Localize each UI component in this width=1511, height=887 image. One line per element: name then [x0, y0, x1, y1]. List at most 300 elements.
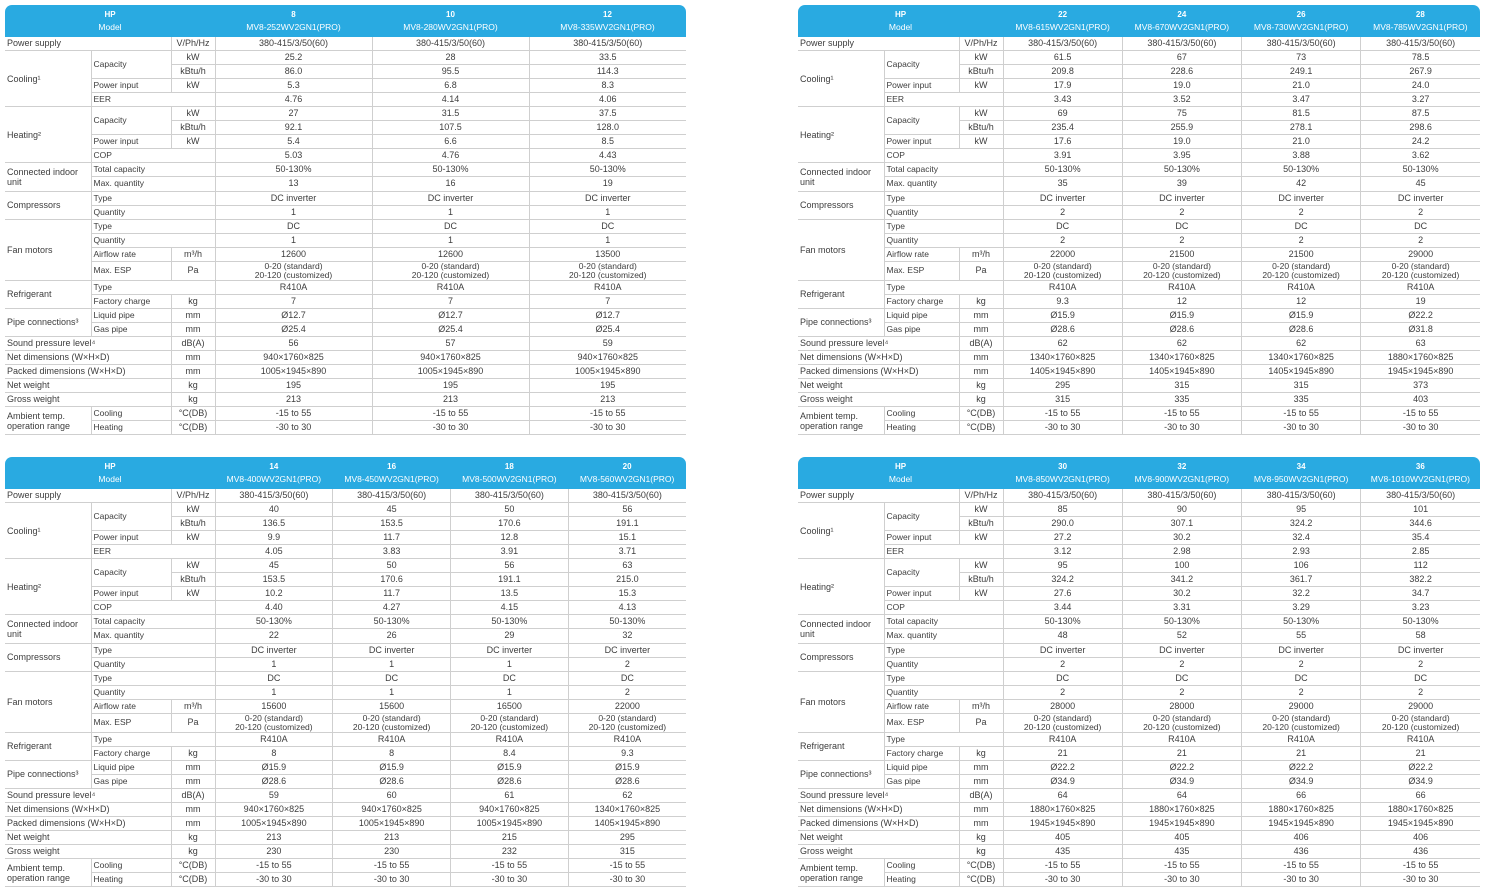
- model-column-header: [451, 457, 569, 489]
- spec-value: 380-415/3/50(60): [333, 489, 451, 503]
- spec-row: [798, 365, 1480, 379]
- row-sub-label: Total capacity: [884, 615, 1003, 629]
- spec-value: [568, 713, 686, 732]
- row-group-label: Gross weight: [5, 845, 171, 859]
- esp-standard: 0-20 (standard): [1152, 261, 1211, 271]
- esp-customized: 20-120 (customized): [1381, 269, 1460, 280]
- spec-value: Ø15.9: [568, 760, 686, 774]
- spec-row: [798, 37, 1480, 51]
- spec-row: [5, 163, 686, 177]
- spec-table-30-36hp: [798, 457, 1480, 887]
- spec-row: [798, 629, 1480, 643]
- unit-label: m³/h: [171, 247, 215, 261]
- spec-value: 50-130%: [568, 615, 686, 629]
- row-group-label: Net weight: [798, 379, 959, 393]
- spec-row: [798, 489, 1480, 503]
- spec-value: [1003, 713, 1122, 732]
- unit-label: mm: [959, 322, 1003, 336]
- spec-value: 59: [529, 336, 686, 350]
- spec-value: 21: [1242, 746, 1361, 760]
- unit-label: kW: [171, 531, 215, 545]
- spec-value: 3.27: [1361, 93, 1480, 107]
- spec-value: DC inverter: [1361, 643, 1480, 657]
- row-group-label: Pipe connections³: [5, 308, 91, 336]
- spec-row: [798, 671, 1480, 685]
- spec-value: 2: [568, 685, 686, 699]
- spec-row: [798, 135, 1480, 149]
- row-group-label: Connected indoor unit: [5, 615, 91, 643]
- spec-value: 50-130%: [451, 615, 569, 629]
- esp-standard: 0-20 (standard): [244, 713, 303, 723]
- spec-value: 307.1: [1122, 517, 1241, 531]
- spec-value: DC: [215, 671, 333, 685]
- spec-value: 3.62: [1361, 149, 1480, 163]
- spec-value: 50-130%: [1122, 163, 1241, 177]
- row-group-label: Refrigerant: [798, 732, 884, 760]
- unit-label: dB(A): [959, 788, 1003, 802]
- spec-row: [5, 699, 686, 713]
- spec-value: 75: [1122, 107, 1241, 121]
- spec-value: 213: [215, 831, 333, 845]
- spec-value: 1: [333, 657, 451, 671]
- spec-value: 2: [1242, 657, 1361, 671]
- row-group-label: Pipe connections³: [798, 308, 884, 336]
- unit-label: kW: [959, 503, 1003, 517]
- spec-value: 324.2: [1003, 573, 1122, 587]
- spec-row: [798, 379, 1480, 393]
- spec-value: Ø15.9: [333, 760, 451, 774]
- spec-value: 3.43: [1003, 93, 1122, 107]
- spec-value: Ø31.8: [1361, 322, 1480, 336]
- spec-value: 22: [215, 629, 333, 643]
- row-group-label: Power supply: [798, 489, 959, 503]
- spec-value: -30 to 30: [333, 873, 451, 887]
- spec-value: 4.05: [215, 545, 333, 559]
- model-name: MV8-560WV2GN1(PRO): [579, 474, 675, 484]
- spec-value: 107.5: [372, 121, 529, 135]
- hp-value: 28: [1415, 10, 1425, 19]
- spec-value: 1: [215, 205, 372, 219]
- row-sub-label: Quantity: [884, 205, 1003, 219]
- spec-value: 1945×1945×890: [1122, 817, 1241, 831]
- spec-value: Ø22.2: [1361, 760, 1480, 774]
- unit-label: m³/h: [959, 247, 1003, 261]
- spec-value: 24.0: [1361, 79, 1480, 93]
- spec-value: 16: [372, 177, 529, 191]
- spec-row: [798, 308, 1480, 322]
- row-group-label: Packed dimensions (W×H×D): [5, 365, 171, 379]
- spec-value: 12: [1242, 294, 1361, 308]
- esp-customized: 20-120 (customized): [235, 721, 313, 732]
- spec-value: Ø34.9: [1242, 774, 1361, 788]
- spec-value: R410A: [1361, 280, 1480, 294]
- hp-model-header: [798, 5, 1003, 37]
- spec-value: 4.27: [333, 601, 451, 615]
- spec-row: [798, 643, 1480, 657]
- model-name: MV8-252WV2GN1(PRO): [246, 22, 341, 32]
- row-group-label: Net dimensions (W×H×D): [5, 350, 171, 364]
- spec-row: [798, 280, 1480, 294]
- unit-label: °C(DB): [959, 421, 1003, 435]
- spec-value: 19: [529, 177, 686, 191]
- spec-value: 405: [1122, 831, 1241, 845]
- row-sub-label: Power input: [91, 135, 171, 149]
- spec-value: 1405×1945×890: [1122, 365, 1241, 379]
- spec-value: 1340×1760×825: [1242, 350, 1361, 364]
- spec-value: -15 to 55: [1361, 407, 1480, 421]
- spec-row: [798, 350, 1480, 364]
- row-sub-label: Factory charge: [91, 746, 171, 760]
- spec-value: 1880×1760×825: [1242, 802, 1361, 816]
- spec-row: [798, 713, 1480, 732]
- spec-row: [798, 503, 1480, 517]
- spec-value: -15 to 55: [1242, 859, 1361, 873]
- unit-label: V/Ph/Hz: [171, 37, 215, 51]
- spec-value: 52: [1122, 629, 1241, 643]
- spec-value: 324.2: [1242, 517, 1361, 531]
- row-sub-label: Type: [884, 732, 1003, 746]
- spec-value: 4.15: [451, 601, 569, 615]
- spec-row: [798, 788, 1480, 802]
- spec-row: [5, 93, 686, 107]
- spec-row: [5, 713, 686, 732]
- spec-value: 45: [215, 559, 333, 573]
- spec-value: 405: [1003, 831, 1122, 845]
- spec-value: 2: [1122, 205, 1241, 219]
- spec-value: 16500: [451, 699, 569, 713]
- spec-value: 4.06: [529, 93, 686, 107]
- spec-value: 29000: [1242, 699, 1361, 713]
- model-name: MV8-950WV2GN1(PRO): [1253, 474, 1349, 484]
- row-sub-label: Total capacity: [884, 163, 1003, 177]
- spec-row: [5, 379, 686, 393]
- row-group-label: Cooling¹: [5, 503, 91, 559]
- row-sub-label: Power input: [91, 587, 171, 601]
- spec-value: -15 to 55: [1361, 859, 1480, 873]
- spec-value: DC inverter: [215, 191, 372, 205]
- hp-value: 26: [1296, 10, 1306, 19]
- spec-row: [5, 802, 686, 816]
- spec-value: 2: [1361, 233, 1480, 247]
- row-sub-label: Gas pipe: [91, 322, 171, 336]
- spec-value: 28000: [1122, 699, 1241, 713]
- spec-value: DC inverter: [215, 643, 333, 657]
- row-sub-label: Airflow rate: [884, 247, 959, 261]
- row-sub-label: Max. quantity: [884, 177, 1003, 191]
- row-sub-label: Capacity: [884, 559, 959, 587]
- spec-row: [798, 407, 1480, 421]
- row-group-label: Sound pressure level⁴: [798, 336, 959, 350]
- spec-row: [5, 233, 686, 247]
- spec-row: [798, 685, 1480, 699]
- row-sub-label: Quantity: [884, 685, 1003, 699]
- spec-value: 380-415/3/50(60): [215, 37, 372, 51]
- spec-value: R410A: [1361, 732, 1480, 746]
- esp-standard: 0-20 (standard): [362, 713, 421, 723]
- row-group-label: Fan motors: [5, 671, 91, 732]
- spec-value: 2: [1242, 233, 1361, 247]
- spec-value: 27.6: [1003, 587, 1122, 601]
- spec-value: DC inverter: [1242, 643, 1361, 657]
- row-sub-label: Capacity: [884, 51, 959, 79]
- spec-value: 100: [1122, 559, 1241, 573]
- spec-value: 13.5: [451, 587, 569, 601]
- spec-value: 1880×1760×825: [1003, 802, 1122, 816]
- unit-label: mm: [959, 350, 1003, 364]
- spec-value: 2.98: [1122, 545, 1241, 559]
- row-sub-label: Cooling: [884, 407, 959, 421]
- spec-value: 2: [1242, 205, 1361, 219]
- spec-value: [215, 261, 372, 280]
- spec-value: 361.7: [1242, 573, 1361, 587]
- esp-customized: 20-120 (customized): [588, 721, 667, 732]
- row-group-label: Net dimensions (W×H×D): [5, 802, 171, 816]
- spec-value: 21.0: [1242, 135, 1361, 149]
- spec-value: 298.6: [1361, 121, 1480, 135]
- spec-value: 9.3: [568, 746, 686, 760]
- spec-value: -30 to 30: [215, 873, 333, 887]
- row-group-label: Fan motors: [798, 219, 884, 280]
- spec-row: [798, 545, 1480, 559]
- unit-label: kg: [959, 845, 1003, 859]
- spec-value: 29: [451, 629, 569, 643]
- spec-value: 3.83: [333, 545, 451, 559]
- model-name: MV8-1010WV2GN1(PRO): [1370, 474, 1470, 484]
- row-group-label: Sound pressure level⁴: [5, 336, 171, 350]
- spec-value: 436: [1242, 845, 1361, 859]
- spec-value: 50: [333, 559, 451, 573]
- unit-label: kg: [171, 379, 215, 393]
- spec-row: [798, 873, 1480, 887]
- spec-value: DC inverter: [451, 643, 569, 657]
- model-column-header: [529, 5, 686, 37]
- spec-value: 64: [1122, 788, 1241, 802]
- spec-value: [1242, 261, 1361, 280]
- spec-value: 12600: [372, 247, 529, 261]
- spec-value: 11.7: [333, 531, 451, 545]
- row-group-label: Pipe connections³: [5, 760, 91, 788]
- spec-value: 1: [529, 205, 686, 219]
- spec-value: 295: [568, 831, 686, 845]
- spec-value: 213: [333, 831, 451, 845]
- spec-value: 28: [372, 51, 529, 65]
- row-group-label: Cooling¹: [5, 51, 91, 107]
- spec-value: -30 to 30: [1361, 873, 1480, 887]
- model-column-header: [568, 457, 686, 489]
- spec-value: 295: [1003, 379, 1122, 393]
- spec-value: -30 to 30: [1122, 873, 1241, 887]
- spec-row: [798, 205, 1480, 219]
- spec-row: [5, 247, 686, 261]
- spec-value: 4.40: [215, 601, 333, 615]
- unit-label: mm: [171, 322, 215, 336]
- spec-value: R410A: [1242, 732, 1361, 746]
- spec-value: Ø25.4: [215, 322, 372, 336]
- row-group-label: Fan motors: [798, 671, 884, 732]
- spec-row: [5, 657, 686, 671]
- spec-value: 2: [1361, 205, 1480, 219]
- spec-value: 230: [333, 845, 451, 859]
- unit-label: mm: [959, 760, 1003, 774]
- row-group-label: Packed dimensions (W×H×D): [798, 817, 959, 831]
- spec-value: 1: [215, 657, 333, 671]
- spec-value: 1005×1945×890: [333, 817, 451, 831]
- row-sub-label: Power input: [884, 531, 959, 545]
- spec-table-22-28hp: [798, 5, 1480, 435]
- spec-row: [798, 219, 1480, 233]
- row-sub-label: Power input: [91, 531, 171, 545]
- spec-row: [5, 135, 686, 149]
- row-sub-label: Gas pipe: [91, 774, 171, 788]
- row-sub-label: Type: [91, 643, 215, 657]
- spec-value: 1340×1760×825: [1122, 350, 1241, 364]
- row-sub-label: Capacity: [91, 503, 171, 531]
- spec-value: 59: [215, 788, 333, 802]
- spec-value: 1: [215, 685, 333, 699]
- model-column-header: [215, 5, 372, 37]
- spec-value: DC inverter: [1003, 191, 1122, 205]
- hp-value: 12: [603, 10, 612, 19]
- spec-row: [798, 531, 1480, 545]
- spec-value: 170.6: [451, 517, 569, 531]
- spec-value: 50-130%: [1122, 615, 1241, 629]
- spec-value: 50-130%: [333, 615, 451, 629]
- spec-value: 940×1760×825: [215, 350, 372, 364]
- spec-value: 373: [1361, 379, 1480, 393]
- unit-label: mm: [171, 774, 215, 788]
- spec-value: 341.2: [1122, 573, 1241, 587]
- esp-customized: 20-120 (customized): [569, 269, 647, 280]
- spec-value: 101: [1361, 503, 1480, 517]
- model-column-header: [215, 457, 333, 489]
- unit-label: kg: [959, 379, 1003, 393]
- hp-label: HP: [104, 10, 116, 19]
- spec-value: 1340×1760×825: [568, 802, 686, 816]
- spec-value: 50-130%: [215, 615, 333, 629]
- spec-row: [798, 774, 1480, 788]
- spec-value: 112: [1361, 559, 1480, 573]
- row-sub-label: Max. quantity: [884, 629, 1003, 643]
- unit-label: mm: [171, 760, 215, 774]
- spec-value: 9.3: [1003, 294, 1122, 308]
- spec-table-14-20hp: [5, 457, 686, 887]
- spec-value: Ø25.4: [529, 322, 686, 336]
- spec-value: R410A: [451, 732, 569, 746]
- spec-value: 1880×1760×825: [1361, 802, 1480, 816]
- spec-value: 15600: [333, 699, 451, 713]
- spec-value: 195: [372, 379, 529, 393]
- row-sub-label: Heating: [91, 873, 171, 887]
- spec-value: 12.8: [451, 531, 569, 545]
- spec-value: 249.1: [1242, 65, 1361, 79]
- spec-row: [798, 601, 1480, 615]
- model-column-header: [1122, 5, 1241, 37]
- spec-value: R410A: [1003, 732, 1122, 746]
- unit-label: kBtu/h: [171, 517, 215, 531]
- spec-value: DC inverter: [1122, 643, 1241, 657]
- hp-model-header: [798, 457, 1003, 489]
- spec-value: 215.0: [568, 573, 686, 587]
- spec-value: 315: [1003, 393, 1122, 407]
- spec-value: 406: [1361, 831, 1480, 845]
- spec-value: 3.91: [451, 545, 569, 559]
- spec-row: [798, 261, 1480, 280]
- spec-row: [5, 205, 686, 219]
- spec-value: 213: [215, 393, 372, 407]
- spec-value: -30 to 30: [1242, 421, 1361, 435]
- row-group-label: Heating²: [5, 559, 91, 615]
- spec-value: DC: [1003, 671, 1122, 685]
- spec-value: 40: [215, 503, 333, 517]
- spec-value: 435: [1003, 845, 1122, 859]
- row-group-label: Ambient temp. operation range: [798, 859, 884, 887]
- spec-value: 3.44: [1003, 601, 1122, 615]
- row-sub-label: EER: [91, 545, 215, 559]
- spec-row: [5, 831, 686, 845]
- spec-row: [5, 615, 686, 629]
- hp-value: 30: [1058, 462, 1068, 471]
- spec-value: 66: [1242, 788, 1361, 802]
- spec-value: Ø28.6: [215, 774, 333, 788]
- spec-value: 6.8: [372, 79, 529, 93]
- spec-value: 380-415/3/50(60): [568, 489, 686, 503]
- spec-value: 114.3: [529, 65, 686, 79]
- row-sub-label: Quantity: [884, 233, 1003, 247]
- spec-value: 95: [1003, 559, 1122, 573]
- row-sub-label: Total capacity: [91, 163, 215, 177]
- spec-value: 267.9: [1361, 65, 1480, 79]
- unit-label: m³/h: [171, 699, 215, 713]
- unit-label: mm: [959, 817, 1003, 831]
- spec-value: 85: [1003, 503, 1122, 517]
- unit-label: kW: [171, 51, 215, 65]
- unit-label: dB(A): [171, 336, 215, 350]
- spec-row: [798, 79, 1480, 93]
- spec-value: 2: [1361, 657, 1480, 671]
- unit-label: kW: [959, 559, 1003, 573]
- spec-value: 128.0: [529, 121, 686, 135]
- spec-value: 380-415/3/50(60): [1242, 37, 1361, 51]
- spec-value: 5.4: [215, 135, 372, 149]
- spec-value: 136.5: [215, 517, 333, 531]
- spec-value: 3.71: [568, 545, 686, 559]
- spec-value: 380-415/3/50(60): [529, 37, 686, 51]
- esp-standard: 0-20 (standard): [1152, 713, 1211, 723]
- unit-label: dB(A): [959, 336, 1003, 350]
- unit-label: kg: [171, 393, 215, 407]
- spec-value: 380-415/3/50(60): [372, 37, 529, 51]
- spec-row: [5, 107, 686, 121]
- spec-value: 170.6: [333, 573, 451, 587]
- spec-row: [5, 817, 686, 831]
- spec-row: [5, 336, 686, 350]
- spec-value: DC: [372, 219, 529, 233]
- esp-customized: 20-120 (customized): [411, 269, 490, 280]
- row-group-label: Gross weight: [798, 393, 959, 407]
- spec-value: 58: [1361, 629, 1480, 643]
- spec-value: 2: [1242, 685, 1361, 699]
- row-sub-label: Power input: [884, 79, 959, 93]
- spec-value: 235.4: [1003, 121, 1122, 135]
- spec-row: [5, 51, 686, 65]
- spec-value: 15.3: [568, 587, 686, 601]
- spec-value: 9.9: [215, 531, 333, 545]
- spec-value: 57: [372, 336, 529, 350]
- row-sub-label: Capacity: [91, 107, 171, 135]
- unit-label: Pa: [959, 713, 1003, 732]
- spec-value: 63: [568, 559, 686, 573]
- esp-standard: 0-20 (standard): [421, 261, 480, 271]
